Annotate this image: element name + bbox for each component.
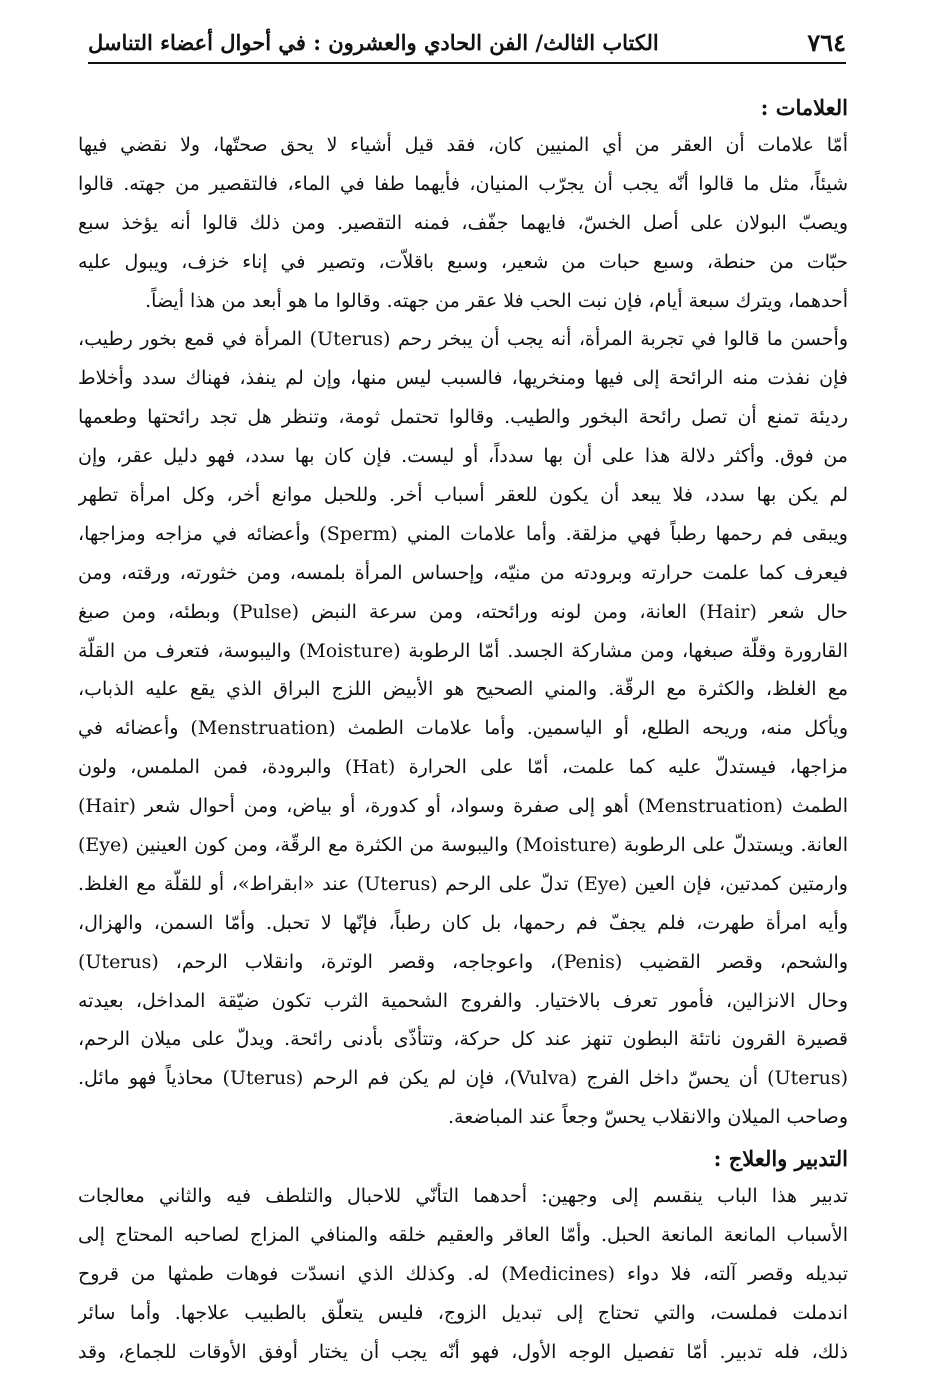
text-line: رديئة تمنع أن تصل رائحة البخور والطيب. وقالوا تحتمل ثومة، وتنظر هل تجد رائحتها وطعمها [78,406,848,429]
text-line: وأيه امرأة طهرت، فلم يجفّ فم رحمها، بل كان رطباً، فإنّها لا تحبل. وأمّا السمن، والهزال، [78,911,848,934]
text-line: الأسباب المانعة المانعة الحبل. وأمّا العاقر والعقيم خلقه والمنافي المزاج لصاحبه المحتاج إلى [78,1224,848,1247]
text-line: تدبير هذا الباب ينقسم إلى وجهين: أحدهما التأنّي للاحبال والتلطف فيه والثاني معالجات [78,1185,848,1208]
text-line: شيئاً، مثل ما قالوا أنّه يجب أن يجرّب المنيان، فأيهما طفا في الماء، فالتقصير من جهته. قالوا [78,172,848,195]
text-line: الطمث (Menstruation) أهو إلى صفرة وسواد، أو كدورة، أو بياض، ومن أحوال شعر (Hair) [78,795,848,818]
text-line: والشحم، وقصر القضيب (Penis)، واعوجاجه، وقصر الوترة، وانقلاب الرحم، (Uterus) [78,950,848,973]
page-number: ٧٦٤ [807,27,846,57]
text-line: قصيرة القرون ناتئة البطون تنهز عند كل حركة، وتتأذّى بأدنى رائحة. ويدلّ على ميلان الرحم، [78,1028,848,1051]
text-line: (Uterus) أن يحسّ داخل الفرج (Vulva)، فإن لم يكن فم الرحم (Uterus) محاذياً فهو مائل. [78,1067,848,1090]
running-title: الكتاب الثالث/ الفن الحادي والعشرون : في أحوال أعضاء التناسل [88,29,659,55]
section-treatment [78,1141,848,1371]
section-heading-signs: العلامات : [760,95,848,120]
text-line: وأحسن ما قالوا في تجربة المرأة، أنه يجب أن يبخر رحم (Uterus) المرأة في قمع بخور رطيب، [78,328,848,351]
text-line: ويأكل منه، وريحه الطلع، أو الياسمين. وأما علامات الطمث (Menstruation) وأعضائه في [78,717,848,740]
text-line: ويصبّ البولان على أصل الخسّ، فايهما جفّف، فمنه التقصير. ومن ذلك قالوا أنه يؤخذ سبع [78,211,848,234]
paragraph-signs [78,126,848,1137]
text-line: وصاحب الميلان والانقلاب يحسّ وجعاً عند المباضعة. [447,1106,848,1129]
text-line: ويبقى فم رحمها رطباً فهي مزلقة. وأما علامات المني (Sperm) وأعضائه في مزاجه ومزاجها، [78,522,848,545]
running-header [88,22,846,64]
text-line: من فوق. وأكثر دلالة هذا على أن بها سدداً، أو ليست. فإن كان بها سدد، فهو دليل عقر، وإن [78,445,848,468]
text-line: فإن نفذت منه الرائحة إلى فيها ومنخريها، فالسبب ليس منها، وإن لم ينفذ، فهناك سدد وأخلاط [78,367,848,390]
text-line: تبديله وقصر آلته، فلا دواء (Medicines) له. وكذلك الذي انسدّت فوهات طمثها من قروح [78,1262,848,1285]
text-line: مع الغلظ، والكثرة مع الرقّة. والمني الصحيح هو الأبيض اللزج البراق الذي يقع عليه الذباب، [78,678,848,701]
text-line: وحال الانزالين، فأمور تعرف بالاختيار. والفروج الشحمية الثرب تكون ضيّقة المداخل، بعيدته [78,989,848,1012]
text-line: فيعرف كما علمت حرارته وبرودته من منيّه، وإحساس المرأة بلمسه، ومن خثورته، ورقته، ومن [78,561,848,584]
text-line: حال شعر (Hair) العانة، ومن لونه ورائحته، ومن سرعة النبض (Pulse) وبطئه، ومن صبغ [78,600,848,623]
text-line: وارمتين كمدتين، فإن العين (Eye) تدلّ على الرحم (Uterus) عند «ابقراط»، أو للقلّة مع الغلظ. [78,872,848,895]
text-line: مزاجها، فيستدلّ عليه كما علمت، أمّا على الحرارة (Hat) والبرودة، فمن الملمس، ولون [78,756,848,779]
text-line: أمّا علامات أن العقر من أي المنيين كان، فقد قيل أشياء لا يحق صحتّها، ولا نقضي فيها [78,134,848,156]
paragraph-treatment [78,1177,848,1371]
text-line: العانة. ويستدلّ على الرطوبة (Moisture) واليبوسة من الكثرة مع الرقّة، ومن كون العينين (Eye) [78,834,848,857]
body-text [78,90,848,1372]
text-line: القارورة وقلّة صبغها، ومن مشاركة الجسد. أمّا الرطوبة (Moisture) واليبوسة، فتعرف من القلّة [78,639,848,662]
text-line: لم يكن بها سدد، فلا يبعد أن يكون للعقر أسباب أخر. وللحبل موانع أخر، وكل امرأة تطهر [78,484,848,507]
section-heading-treatment: التدبير والعلاج : [713,1146,848,1172]
text-line: حبّات من حنطة، وسبع حبات من شعير، وسبع باقلاّت، وتصير في إناء خزف، ويبول عليه [78,250,848,273]
section-signs [78,90,848,1137]
text-line: ذلك، فله تدبير. أمّا تفصيل الوجه الأول، فهو أنّه يجب أن يختار أوفق الأوقات للجماع، وقد [78,1340,848,1363]
text-line: اندملت فملست، والتي تحتاج إلى تبديل الزوج، فليس يتعلّق بالطبيب علاجها. وأما سائر [78,1301,848,1324]
text-line: أحدهما، ويترك سبعة أيام، فإن نبت الحب فلا عقر من جهته. وقالوا ما هو أبعد من هذا أيضاً. [145,289,848,312]
